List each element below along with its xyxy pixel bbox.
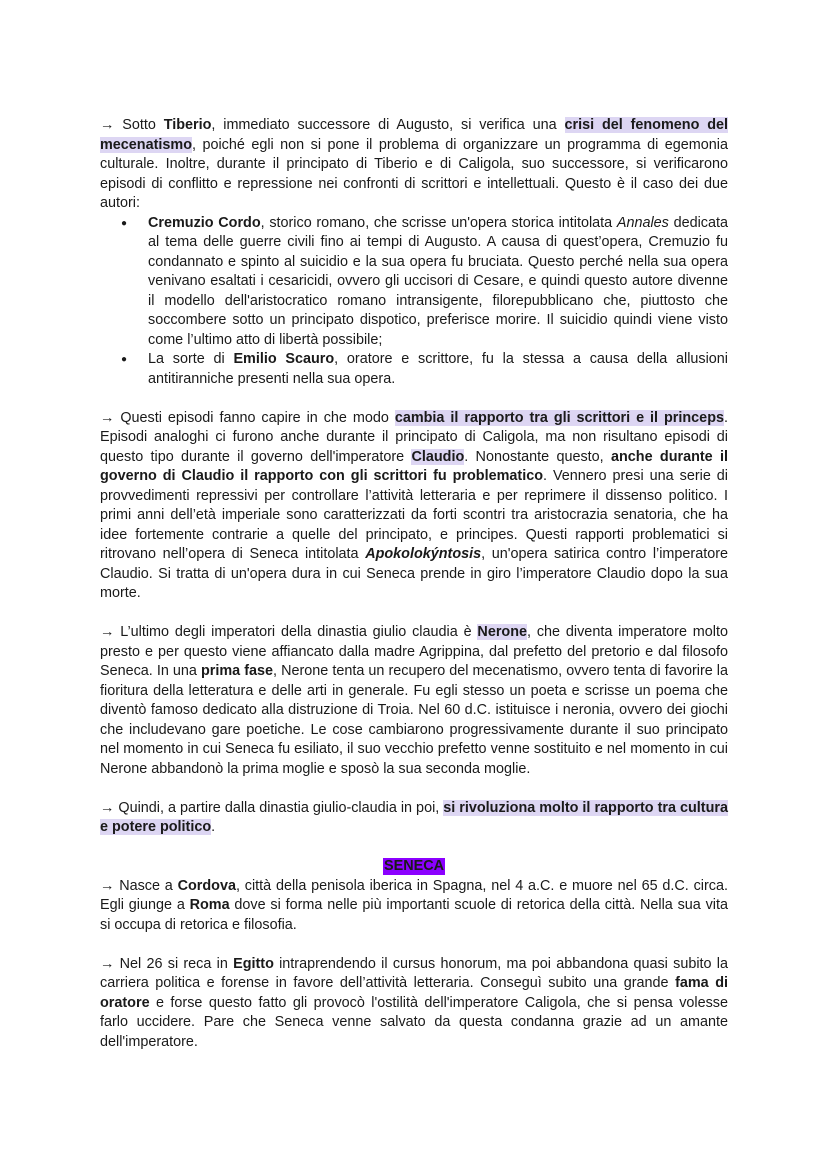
spacer [100, 935, 728, 955]
arrow-icon: → [100, 799, 115, 816]
text-run: intraprendendo il cursus honorum, ma poi abbandona quasi subito la carriera politica e forense in favore dell’attività letteraria. Conseguì subito una grande [100, 955, 728, 991]
spacer [100, 604, 728, 624]
bold-term: Roma [189, 897, 230, 913]
text-run: , storico romano, che scrisse un'opera storica intitolata [260, 214, 617, 231]
section-title-wrap [100, 857, 728, 877]
text-run: . [211, 819, 216, 835]
paragraph-princeps [100, 409, 728, 604]
text-run: , immediato successore di Augusto, si verifica una [211, 117, 565, 133]
text-run: Questi episodi fanno capire in che modo [114, 409, 395, 426]
text-run: La sorte di [148, 351, 234, 367]
text-run: . Episodi analoghi ci furono anche durante il principato di Caligola, ma non risultano episodi di questo tipo durante il governo dell'imperatore [100, 409, 728, 465]
text-run: Nasce a [114, 877, 178, 894]
bold-italic-title: Apokolokýntosis [365, 546, 482, 562]
bold-term: Cordova [177, 877, 236, 894]
bold-term: Tiberio [163, 117, 212, 133]
paragraph-egitto [100, 955, 728, 1053]
bold-term: Egitto [233, 955, 274, 972]
text-run: e forse questo fatto gli provocò l'ostilità dell'imperatore Caligola, che si pensa volesse farlo uccidere. Pare che Seneca venne salvato da questa condanna grazie ad un amante dell'imperatore. [100, 994, 728, 1050]
text-run: , Nerone tenta un recupero del mecenatismo, ovvero tenta di favorire la fioritura della letteratura e delle arti in generale. Fu egli stesso un poeta e scrisse un poema che diventò famoso dedicato alla distruzione di Troia. Nel 60 d.C. istituisce i neronia, ovvero dei giochi che includevano gare poetiche. Le cose cambiarono progressivamente durante il suo principato nel momento in cui Seneca fu esiliato, il suo vecchio prefetto venne sostituito e nel momento in cui Nerone abbandonò la prima moglie e sposò la sua seconda moglie. [100, 663, 728, 777]
arrow-icon: → [100, 624, 115, 640]
text-run: , oratore e scrittore, fu la stessa a causa della allusioni antitiranniche presenti nella sua opera. [148, 351, 729, 387]
bold-term: fama di oratore [100, 975, 728, 1011]
text-run: , città della penisola iberica in Spagna, nel 4 a.C. e muore nel 65 d.C. circa. Egli giunge a [100, 877, 728, 913]
bold-term: prima fase [200, 663, 274, 679]
highlighted-phrase: crisi del fenomeno del mecenatismo [100, 117, 728, 153]
text-run: Nel 26 si reca in [114, 955, 234, 972]
text-run: , poiché egli non si pone il problema di organizzare un programma di egemonia culturale. Inoltre, durante il principato di Tiberio e di Caligola, suo successore, si verificarono episodi di conflitto e repressione nei confronti di scrittori e intellettuali. Questo è il caso dei due autori: [100, 136, 728, 211]
text-run: Quindi, a partire dalla dinastia giulio-claudia in poi, [114, 799, 444, 816]
arrow-icon: → [100, 409, 115, 426]
highlighted-phrase: Nerone [477, 624, 528, 640]
bold-term: Cremuzio Cordo [148, 214, 261, 231]
text-run: dedicata al tema delle guerre civili fino ai tempi di Augusto. A causa di quest’opera, Cremuzio fu condannato e spinto al suicidio e la sua opera fu bruciata. Questo perché nella sua opera venivano esaltati i cesaricidi, ovvero gli uccisori di Cesare, e quindi questo autore divenne il modello dell'aristocratico romano intransigente, filorepubblicano che, piuttosto che soccombere sotto un principato dispotico, preferisce morire. Il suicidio quindi viene visto come l’ultimo atto di libertà possibile; [148, 214, 728, 348]
highlighted-phrase: Claudio [411, 448, 465, 465]
spacer [100, 779, 728, 799]
list-item-cremuzio [148, 214, 728, 351]
bold-term: Emilio Scauro [233, 351, 335, 367]
highlighted-phrase: cambia il rapporto tra gli scrittori e il princeps [394, 409, 724, 426]
text-run: Sotto [114, 117, 164, 133]
paragraph-tiberio [100, 116, 728, 214]
arrow-icon: → [100, 877, 115, 894]
paragraph-cordova [100, 877, 728, 936]
text-run: . Nonostante questo, [464, 448, 611, 465]
paragraph-conclusion [100, 799, 728, 838]
paragraph-nerone [100, 623, 728, 779]
text-run: L’ultimo degli imperatori della dinastia giulio claudia è [114, 624, 478, 640]
text-run: , un'opera satirica contro l’imperatore Claudio. Si tratta di un'opera dura in cui Seneca prende in giro l’imperatore Claudio dopo la sua morte. [100, 546, 728, 601]
spacer [100, 389, 728, 409]
arrow-icon: → [100, 117, 115, 133]
authors-list [100, 214, 728, 390]
spacer [100, 838, 728, 858]
text-run: , che diventa imperatore molto presto e per questo viene affiancato dalla madre Agrippina, dal prefetto del pretorio e dal filosofo Seneca. In una [100, 624, 728, 679]
arrow-icon: → [100, 955, 115, 972]
section-title: SENECA [384, 858, 444, 874]
text-run: . Vennero presi una serie di provvedimenti repressivi per controllare l’attività letteraria e per reprimere il dissenso politico. I primi anni dell’età imperiale sono caratterizzati da forti scontri tra aristocrazia senatoria, che ha idee fortemente contrarie a quelle del principato, e principes. Questi rapporti problematici si ritrovano nell’opera di Seneca intitolata [100, 468, 728, 562]
italic-title: Annales [616, 214, 669, 231]
list-item-scauro [148, 350, 728, 389]
text-run: dove si forma nelle più importanti scuole di retorica della città. Nella sua vita si occupa di retorica e filosofia. [100, 897, 728, 933]
bold-term: anche durante il governo di Claudio il rapporto con gli scrittori fu problematico [100, 448, 728, 484]
highlighted-phrase: si rivoluziona molto il rapporto tra cultura e potere politico [100, 799, 728, 835]
